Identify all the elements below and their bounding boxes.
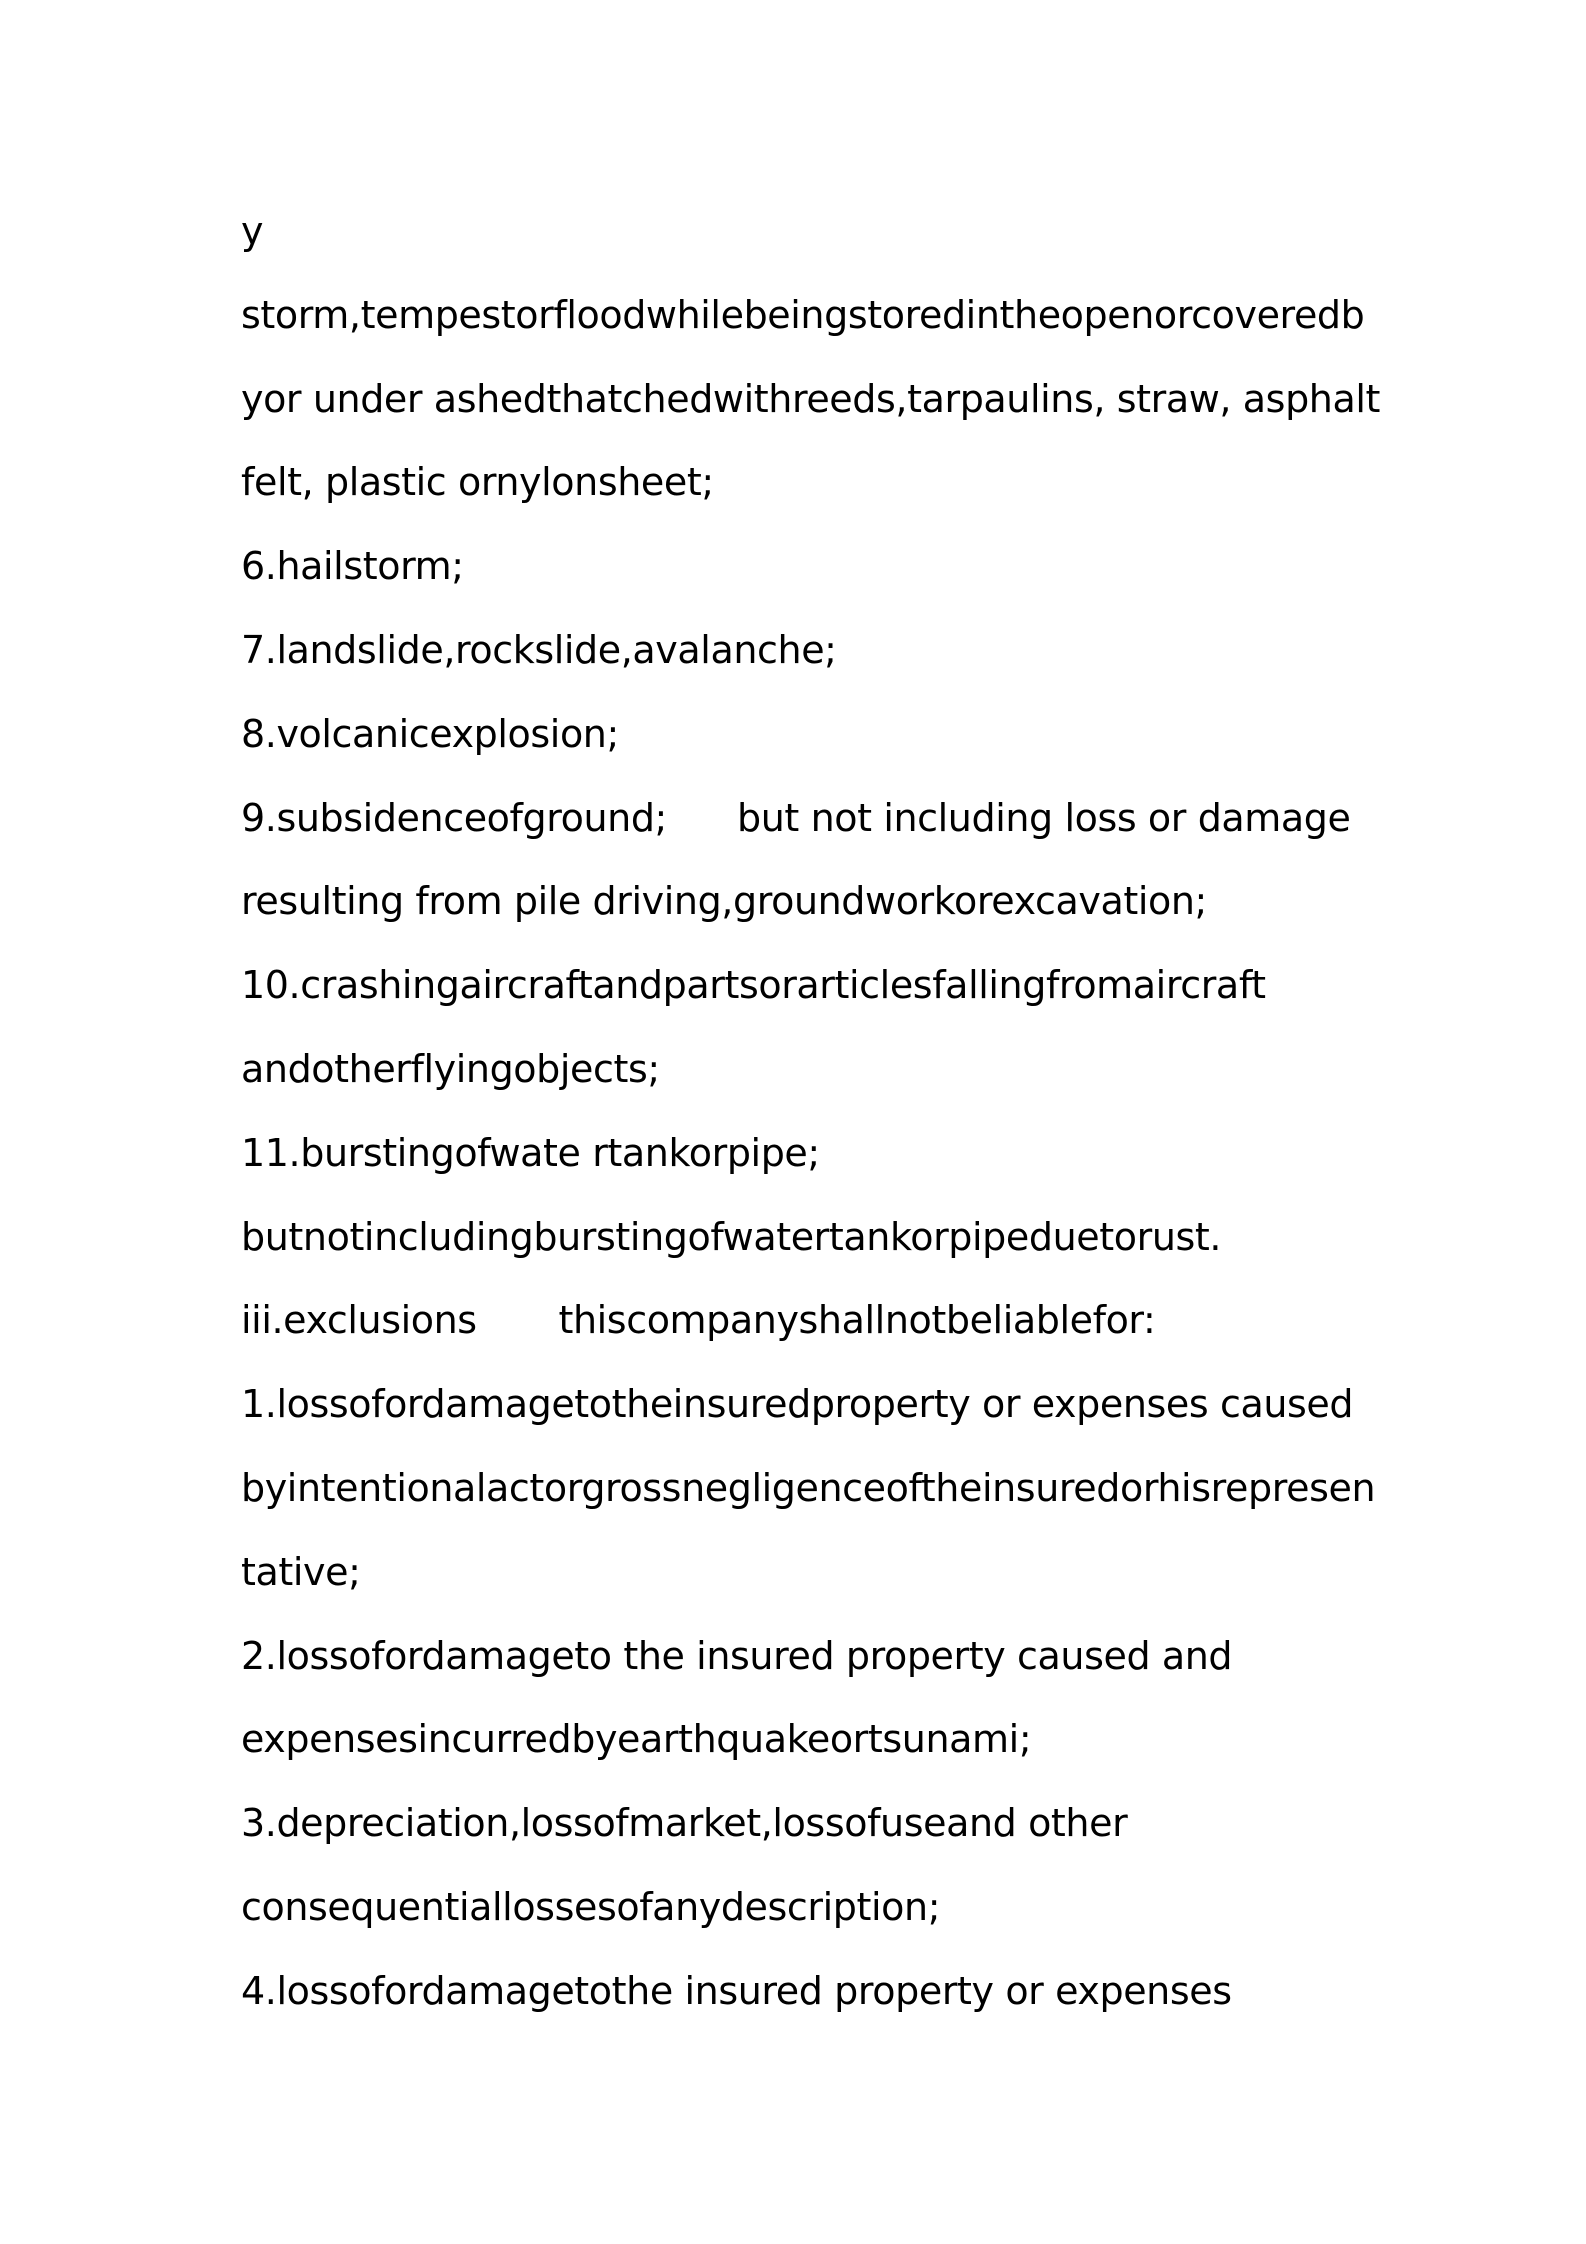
text-line: tative; <box>241 1549 361 1594</box>
text-line: byintentionalactorgrossnegligenceoftheinsuredorhisrepresen <box>241 1465 1376 1510</box>
text-line: 6.hailstorm; <box>241 544 464 589</box>
text-line: y <box>241 209 264 253</box>
text-line: iii.exclusions thiscompanyshallnotbeliablefor: <box>241 1298 1156 1343</box>
text-line: storm,tempestorfloodwhilebeingstoredintheopenorcoveredb <box>241 292 1365 337</box>
text-line: 7.landslide,rockslide,avalanche; <box>241 627 837 672</box>
text-line: 8.volcanicexplosion; <box>241 711 619 756</box>
document-body <box>241 203 1381 2047</box>
text-line: 11.burstingofwate rtankorpipe; <box>241 1130 820 1175</box>
text-line: resulting from pile driving,groundworkorexcavation; <box>241 879 1207 924</box>
text-line: 1.lossofordamagetotheinsuredproperty or expenses caused <box>241 1382 1354 1427</box>
text-line: 2.lossofordamageto the insured property caused and <box>241 1633 1233 1678</box>
text-line: expensesincurredbyearthquakeortsunami; <box>241 1717 1032 1762</box>
text-line: consequentiallossesofanydescription; <box>241 1884 941 1929</box>
text-line: butnotincludingburstingofwatertankorpipeduetorust. <box>241 1214 1222 1259</box>
text-line: yor under ashedthatchedwithreeds,tarpaulins, straw, asphalt <box>241 376 1381 421</box>
text-line: andotherflyingobjects; <box>241 1046 660 1091</box>
text-line: 9.subsidenceofground; but not including loss or damage <box>241 795 1351 840</box>
text-line: 4.lossofordamagetothe insured property or expenses <box>241 1968 1232 2013</box>
text-line: 3.depreciation,lossofmarket,lossofuseand other <box>241 1801 1128 1846</box>
text-line: felt, plastic ornylonsheet; <box>241 460 714 505</box>
text-line: 10.crashingaircraftandpartsorarticlesfallingfromaircraft <box>241 963 1266 1008</box>
